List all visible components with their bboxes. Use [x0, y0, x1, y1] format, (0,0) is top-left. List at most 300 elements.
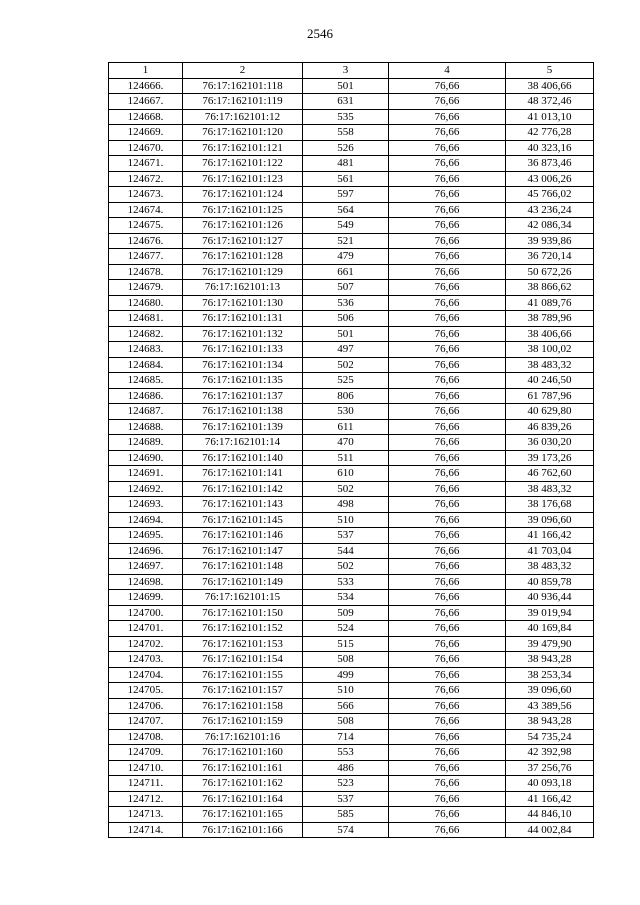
- amount-cell: 39 939,86: [506, 233, 594, 249]
- cadastral-number-cell: 76:17:162101:143: [183, 497, 303, 513]
- cadastral-number-cell: 76:17:162101:148: [183, 559, 303, 575]
- row-number-cell: 124685.: [109, 373, 183, 389]
- table-row: [109, 373, 594, 389]
- area-cell: 535: [303, 109, 389, 125]
- amount-cell: 41 166,42: [506, 791, 594, 807]
- amount-cell: 45 766,02: [506, 187, 594, 203]
- rate-cell: 76,66: [389, 249, 506, 265]
- area-cell: 611: [303, 419, 389, 435]
- amount-cell: 40 859,78: [506, 574, 594, 590]
- area-cell: 537: [303, 791, 389, 807]
- amount-cell: 38 176,68: [506, 497, 594, 513]
- table-row: [109, 652, 594, 668]
- area-cell: 585: [303, 807, 389, 823]
- row-number-cell: 124668.: [109, 109, 183, 125]
- table-row: [109, 729, 594, 745]
- table-row: [109, 512, 594, 528]
- area-cell: 510: [303, 512, 389, 528]
- cadastral-number-cell: 76:17:162101:141: [183, 466, 303, 482]
- row-number-cell: 124687.: [109, 404, 183, 420]
- table-row: [109, 621, 594, 637]
- table-row: [109, 388, 594, 404]
- rate-cell: 76,66: [389, 807, 506, 823]
- cadastral-number-cell: 76:17:162101:138: [183, 404, 303, 420]
- cadastral-number-cell: 76:17:162101:124: [183, 187, 303, 203]
- table-row: [109, 450, 594, 466]
- rate-cell: 76,66: [389, 450, 506, 466]
- area-cell: 806: [303, 388, 389, 404]
- area-cell: 524: [303, 621, 389, 637]
- cadastral-number-cell: 76:17:162101:159: [183, 714, 303, 730]
- rate-cell: 76,66: [389, 698, 506, 714]
- table-row: [109, 78, 594, 94]
- amount-cell: 40 936,44: [506, 590, 594, 606]
- cadastral-number-cell: 76:17:162101:132: [183, 326, 303, 342]
- cadastral-number-cell: 76:17:162101:120: [183, 125, 303, 141]
- cadastral-number-cell: 76:17:162101:15: [183, 590, 303, 606]
- table-row: [109, 683, 594, 699]
- rate-cell: 76,66: [389, 280, 506, 296]
- row-number-cell: 124703.: [109, 652, 183, 668]
- table-row: [109, 822, 594, 838]
- row-number-cell: 124669.: [109, 125, 183, 141]
- area-cell: 558: [303, 125, 389, 141]
- row-number-cell: 124704.: [109, 667, 183, 683]
- table-row: [109, 94, 594, 110]
- area-cell: 534: [303, 590, 389, 606]
- column-header-4: 4: [389, 63, 506, 79]
- column-header-3: 3: [303, 63, 389, 79]
- area-cell: 508: [303, 652, 389, 668]
- amount-cell: 36 873,46: [506, 156, 594, 172]
- area-cell: 536: [303, 295, 389, 311]
- rate-cell: 76,66: [389, 729, 506, 745]
- cadastral-number-cell: 76:17:162101:129: [183, 264, 303, 280]
- amount-cell: 61 787,96: [506, 388, 594, 404]
- amount-cell: 38 483,32: [506, 481, 594, 497]
- amount-cell: 39 096,60: [506, 512, 594, 528]
- area-cell: 486: [303, 760, 389, 776]
- table-header-row: [109, 63, 594, 79]
- cadastral-number-cell: 76:17:162101:126: [183, 218, 303, 234]
- row-number-cell: 124684.: [109, 357, 183, 373]
- page-number: 2546: [307, 26, 333, 41]
- table-row: [109, 528, 594, 544]
- amount-cell: 54 735,24: [506, 729, 594, 745]
- row-number-cell: 124678.: [109, 264, 183, 280]
- area-cell: 515: [303, 636, 389, 652]
- rate-cell: 76,66: [389, 435, 506, 451]
- rate-cell: 76,66: [389, 94, 506, 110]
- area-cell: 509: [303, 605, 389, 621]
- area-cell: 566: [303, 698, 389, 714]
- cadastral-number-cell: 76:17:162101:133: [183, 342, 303, 358]
- row-number-cell: 124707.: [109, 714, 183, 730]
- row-number-cell: 124708.: [109, 729, 183, 745]
- rate-cell: 76,66: [389, 605, 506, 621]
- cadastral-number-cell: 76:17:162101:16: [183, 729, 303, 745]
- table-row: [109, 233, 594, 249]
- amount-cell: 40 629,80: [506, 404, 594, 420]
- table-row: [109, 202, 594, 218]
- rate-cell: 76,66: [389, 109, 506, 125]
- table-row: [109, 574, 594, 590]
- cadastral-number-cell: 76:17:162101:166: [183, 822, 303, 838]
- table-row: [109, 140, 594, 156]
- cadastral-number-cell: 76:17:162101:157: [183, 683, 303, 699]
- cadastral-number-cell: 76:17:162101:130: [183, 295, 303, 311]
- rate-cell: 76,66: [389, 652, 506, 668]
- area-cell: 533: [303, 574, 389, 590]
- amount-cell: 38 406,66: [506, 326, 594, 342]
- row-number-cell: 124711.: [109, 776, 183, 792]
- row-number-cell: 124697.: [109, 559, 183, 575]
- area-cell: 574: [303, 822, 389, 838]
- area-cell: 631: [303, 94, 389, 110]
- row-number-cell: 124686.: [109, 388, 183, 404]
- cadastral-number-cell: 76:17:162101:142: [183, 481, 303, 497]
- amount-cell: 44 002,84: [506, 822, 594, 838]
- amount-cell: 36 030,20: [506, 435, 594, 451]
- area-cell: 502: [303, 357, 389, 373]
- table-row: [109, 776, 594, 792]
- cadastral-number-cell: 76:17:162101:140: [183, 450, 303, 466]
- cadastral-number-cell: 76:17:162101:131: [183, 311, 303, 327]
- table-body: [109, 78, 594, 838]
- row-number-cell: 124677.: [109, 249, 183, 265]
- area-cell: 521: [303, 233, 389, 249]
- area-cell: 523: [303, 776, 389, 792]
- cadastral-number-cell: 76:17:162101:122: [183, 156, 303, 172]
- area-cell: 661: [303, 264, 389, 280]
- table-row: [109, 667, 594, 683]
- amount-cell: 42 776,28: [506, 125, 594, 141]
- area-cell: 499: [303, 667, 389, 683]
- cadastral-number-cell: 76:17:162101:119: [183, 94, 303, 110]
- table-row: [109, 543, 594, 559]
- amount-cell: 41 089,76: [506, 295, 594, 311]
- area-cell: 525: [303, 373, 389, 389]
- cadastral-number-cell: 76:17:162101:118: [183, 78, 303, 94]
- amount-cell: 37 256,76: [506, 760, 594, 776]
- area-cell: 502: [303, 559, 389, 575]
- amount-cell: 40 093,18: [506, 776, 594, 792]
- row-number-cell: 124699.: [109, 590, 183, 606]
- cadastral-number-cell: 76:17:162101:162: [183, 776, 303, 792]
- table-row: [109, 559, 594, 575]
- cadastral-number-cell: 76:17:162101:149: [183, 574, 303, 590]
- amount-cell: 39 019,94: [506, 605, 594, 621]
- cadastral-number-cell: 76:17:162101:158: [183, 698, 303, 714]
- amount-cell: 38 406,66: [506, 78, 594, 94]
- row-number-cell: 124713.: [109, 807, 183, 823]
- rate-cell: 76,66: [389, 125, 506, 141]
- row-number-cell: 124675.: [109, 218, 183, 234]
- table-row: [109, 590, 594, 606]
- rate-cell: 76,66: [389, 497, 506, 513]
- row-number-cell: 124700.: [109, 605, 183, 621]
- cadastral-number-cell: 76:17:162101:161: [183, 760, 303, 776]
- area-cell: 479: [303, 249, 389, 265]
- amount-cell: 38 483,32: [506, 559, 594, 575]
- cadastral-number-cell: 76:17:162101:154: [183, 652, 303, 668]
- amount-cell: 39 173,26: [506, 450, 594, 466]
- area-cell: 564: [303, 202, 389, 218]
- table-row: [109, 280, 594, 296]
- area-cell: 549: [303, 218, 389, 234]
- cadastral-number-cell: 76:17:162101:146: [183, 528, 303, 544]
- rate-cell: 76,66: [389, 404, 506, 420]
- row-number-cell: 124705.: [109, 683, 183, 699]
- cadastral-number-cell: 76:17:162101:160: [183, 745, 303, 761]
- amount-cell: 41 166,42: [506, 528, 594, 544]
- table-row: [109, 109, 594, 125]
- area-cell: 497: [303, 342, 389, 358]
- rate-cell: 76,66: [389, 512, 506, 528]
- table-row: [109, 326, 594, 342]
- table-row: [109, 636, 594, 652]
- area-cell: 530: [303, 404, 389, 420]
- cadastral-number-cell: 76:17:162101:152: [183, 621, 303, 637]
- rate-cell: 76,66: [389, 171, 506, 187]
- rate-cell: 76,66: [389, 760, 506, 776]
- row-number-cell: 124712.: [109, 791, 183, 807]
- rate-cell: 76,66: [389, 295, 506, 311]
- rate-cell: 76,66: [389, 78, 506, 94]
- cadastral-number-cell: 76:17:162101:123: [183, 171, 303, 187]
- column-header-5: 5: [506, 63, 594, 79]
- row-number-cell: 124691.: [109, 466, 183, 482]
- rate-cell: 76,66: [389, 202, 506, 218]
- rate-cell: 76,66: [389, 326, 506, 342]
- cadastral-number-cell: 76:17:162101:137: [183, 388, 303, 404]
- cadastral-number-cell: 76:17:162101:164: [183, 791, 303, 807]
- rate-cell: 76,66: [389, 714, 506, 730]
- rate-cell: 76,66: [389, 140, 506, 156]
- table-row: [109, 791, 594, 807]
- area-cell: 508: [303, 714, 389, 730]
- row-number-cell: 124706.: [109, 698, 183, 714]
- table-row: [109, 171, 594, 187]
- amount-cell: 38 866,62: [506, 280, 594, 296]
- row-number-cell: 124693.: [109, 497, 183, 513]
- cadastral-number-cell: 76:17:162101:150: [183, 605, 303, 621]
- row-number-cell: 124714.: [109, 822, 183, 838]
- table-row: [109, 156, 594, 172]
- area-cell: 502: [303, 481, 389, 497]
- row-number-cell: 124701.: [109, 621, 183, 637]
- rate-cell: 76,66: [389, 791, 506, 807]
- table-row: [109, 435, 594, 451]
- row-number-cell: 124709.: [109, 745, 183, 761]
- table-row: [109, 218, 594, 234]
- row-number-cell: 124671.: [109, 156, 183, 172]
- table-row: [109, 698, 594, 714]
- cadastral-number-cell: 76:17:162101:165: [183, 807, 303, 823]
- row-number-cell: 124710.: [109, 760, 183, 776]
- row-number-cell: 124694.: [109, 512, 183, 528]
- rate-cell: 76,66: [389, 388, 506, 404]
- row-number-cell: 124683.: [109, 342, 183, 358]
- rate-cell: 76,66: [389, 528, 506, 544]
- amount-cell: 42 392,98: [506, 745, 594, 761]
- rate-cell: 76,66: [389, 218, 506, 234]
- rate-cell: 76,66: [389, 357, 506, 373]
- amount-cell: 39 096,60: [506, 683, 594, 699]
- row-number-cell: 124702.: [109, 636, 183, 652]
- row-number-cell: 124689.: [109, 435, 183, 451]
- rate-cell: 76,66: [389, 636, 506, 652]
- amount-cell: 38 483,32: [506, 357, 594, 373]
- column-header-2: 2: [183, 63, 303, 79]
- area-cell: 714: [303, 729, 389, 745]
- amount-cell: 36 720,14: [506, 249, 594, 265]
- table-row: [109, 807, 594, 823]
- row-number-cell: 124681.: [109, 311, 183, 327]
- amount-cell: 38 943,28: [506, 652, 594, 668]
- row-number-cell: 124682.: [109, 326, 183, 342]
- table-row: [109, 295, 594, 311]
- rate-cell: 76,66: [389, 776, 506, 792]
- amount-cell: 48 372,46: [506, 94, 594, 110]
- amount-cell: 40 169,84: [506, 621, 594, 637]
- row-number-cell: 124666.: [109, 78, 183, 94]
- cadastral-number-cell: 76:17:162101:134: [183, 357, 303, 373]
- amount-cell: 42 086,34: [506, 218, 594, 234]
- area-cell: 506: [303, 311, 389, 327]
- amount-cell: 43 236,24: [506, 202, 594, 218]
- amount-cell: 41 013,10: [506, 109, 594, 125]
- table-row: [109, 404, 594, 420]
- table-row: [109, 187, 594, 203]
- table-row: [109, 342, 594, 358]
- rate-cell: 76,66: [389, 621, 506, 637]
- rate-cell: 76,66: [389, 466, 506, 482]
- row-number-cell: 124695.: [109, 528, 183, 544]
- area-cell: 481: [303, 156, 389, 172]
- rate-cell: 76,66: [389, 156, 506, 172]
- rate-cell: 76,66: [389, 481, 506, 497]
- area-cell: 501: [303, 326, 389, 342]
- amount-cell: 39 479,90: [506, 636, 594, 652]
- amount-cell: 43 006,26: [506, 171, 594, 187]
- table-row: [109, 481, 594, 497]
- column-header-1: 1: [109, 63, 183, 79]
- amount-cell: 40 323,16: [506, 140, 594, 156]
- cadastral-number-cell: 76:17:162101:127: [183, 233, 303, 249]
- table-row: [109, 311, 594, 327]
- rate-cell: 76,66: [389, 590, 506, 606]
- cadastral-number-cell: 76:17:162101:147: [183, 543, 303, 559]
- cadastral-number-cell: 76:17:162101:145: [183, 512, 303, 528]
- row-number-cell: 124698.: [109, 574, 183, 590]
- row-number-cell: 124676.: [109, 233, 183, 249]
- cadastral-number-cell: 76:17:162101:13: [183, 280, 303, 296]
- amount-cell: 46 839,26: [506, 419, 594, 435]
- rate-cell: 76,66: [389, 264, 506, 280]
- rate-cell: 76,66: [389, 543, 506, 559]
- rate-cell: 76,66: [389, 373, 506, 389]
- cadastral-number-cell: 76:17:162101:139: [183, 419, 303, 435]
- area-cell: 501: [303, 78, 389, 94]
- cadastral-number-cell: 76:17:162101:125: [183, 202, 303, 218]
- row-number-cell: 124672.: [109, 171, 183, 187]
- area-cell: 498: [303, 497, 389, 513]
- amount-cell: 41 703,04: [506, 543, 594, 559]
- cadastral-number-cell: 76:17:162101:153: [183, 636, 303, 652]
- area-cell: 561: [303, 171, 389, 187]
- rate-cell: 76,66: [389, 559, 506, 575]
- row-number-cell: 124667.: [109, 94, 183, 110]
- cadastral-number-cell: 76:17:162101:14: [183, 435, 303, 451]
- cadastral-number-cell: 76:17:162101:155: [183, 667, 303, 683]
- rate-cell: 76,66: [389, 311, 506, 327]
- amount-cell: 38 253,34: [506, 667, 594, 683]
- rate-cell: 76,66: [389, 187, 506, 203]
- area-cell: 507: [303, 280, 389, 296]
- row-number-cell: 124670.: [109, 140, 183, 156]
- row-number-cell: 124688.: [109, 419, 183, 435]
- table-row: [109, 249, 594, 265]
- cadastral-number-cell: 76:17:162101:135: [183, 373, 303, 389]
- row-number-cell: 124673.: [109, 187, 183, 203]
- rate-cell: 76,66: [389, 745, 506, 761]
- table-row: [109, 760, 594, 776]
- rate-cell: 76,66: [389, 574, 506, 590]
- table-row: [109, 264, 594, 280]
- row-number-cell: 124696.: [109, 543, 183, 559]
- table-row: [109, 497, 594, 513]
- rate-cell: 76,66: [389, 419, 506, 435]
- table-row: [109, 605, 594, 621]
- row-number-cell: 124690.: [109, 450, 183, 466]
- table-row: [109, 466, 594, 482]
- table-row: [109, 745, 594, 761]
- amount-cell: 43 389,56: [506, 698, 594, 714]
- area-cell: 526: [303, 140, 389, 156]
- amount-cell: 38 100,02: [506, 342, 594, 358]
- table-header: [109, 63, 594, 79]
- area-cell: 470: [303, 435, 389, 451]
- amount-cell: 46 762,60: [506, 466, 594, 482]
- area-cell: 597: [303, 187, 389, 203]
- row-number-cell: 124674.: [109, 202, 183, 218]
- rate-cell: 76,66: [389, 667, 506, 683]
- area-cell: 610: [303, 466, 389, 482]
- table-row: [109, 714, 594, 730]
- amount-cell: 38 943,28: [506, 714, 594, 730]
- amount-cell: 40 246,50: [506, 373, 594, 389]
- amount-cell: 44 846,10: [506, 807, 594, 823]
- cadastral-number-cell: 76:17:162101:128: [183, 249, 303, 265]
- amount-cell: 38 789,96: [506, 311, 594, 327]
- cadastral-number-cell: 76:17:162101:121: [183, 140, 303, 156]
- area-cell: 544: [303, 543, 389, 559]
- area-cell: 537: [303, 528, 389, 544]
- table-row: [109, 125, 594, 141]
- rate-cell: 76,66: [389, 342, 506, 358]
- rate-cell: 76,66: [389, 233, 506, 249]
- data-table: [108, 62, 594, 838]
- cadastral-number-cell: 76:17:162101:12: [183, 109, 303, 125]
- table-row: [109, 357, 594, 373]
- area-cell: 511: [303, 450, 389, 466]
- table-row: [109, 419, 594, 435]
- row-number-cell: 124680.: [109, 295, 183, 311]
- rate-cell: 76,66: [389, 822, 506, 838]
- amount-cell: 50 672,26: [506, 264, 594, 280]
- rate-cell: 76,66: [389, 683, 506, 699]
